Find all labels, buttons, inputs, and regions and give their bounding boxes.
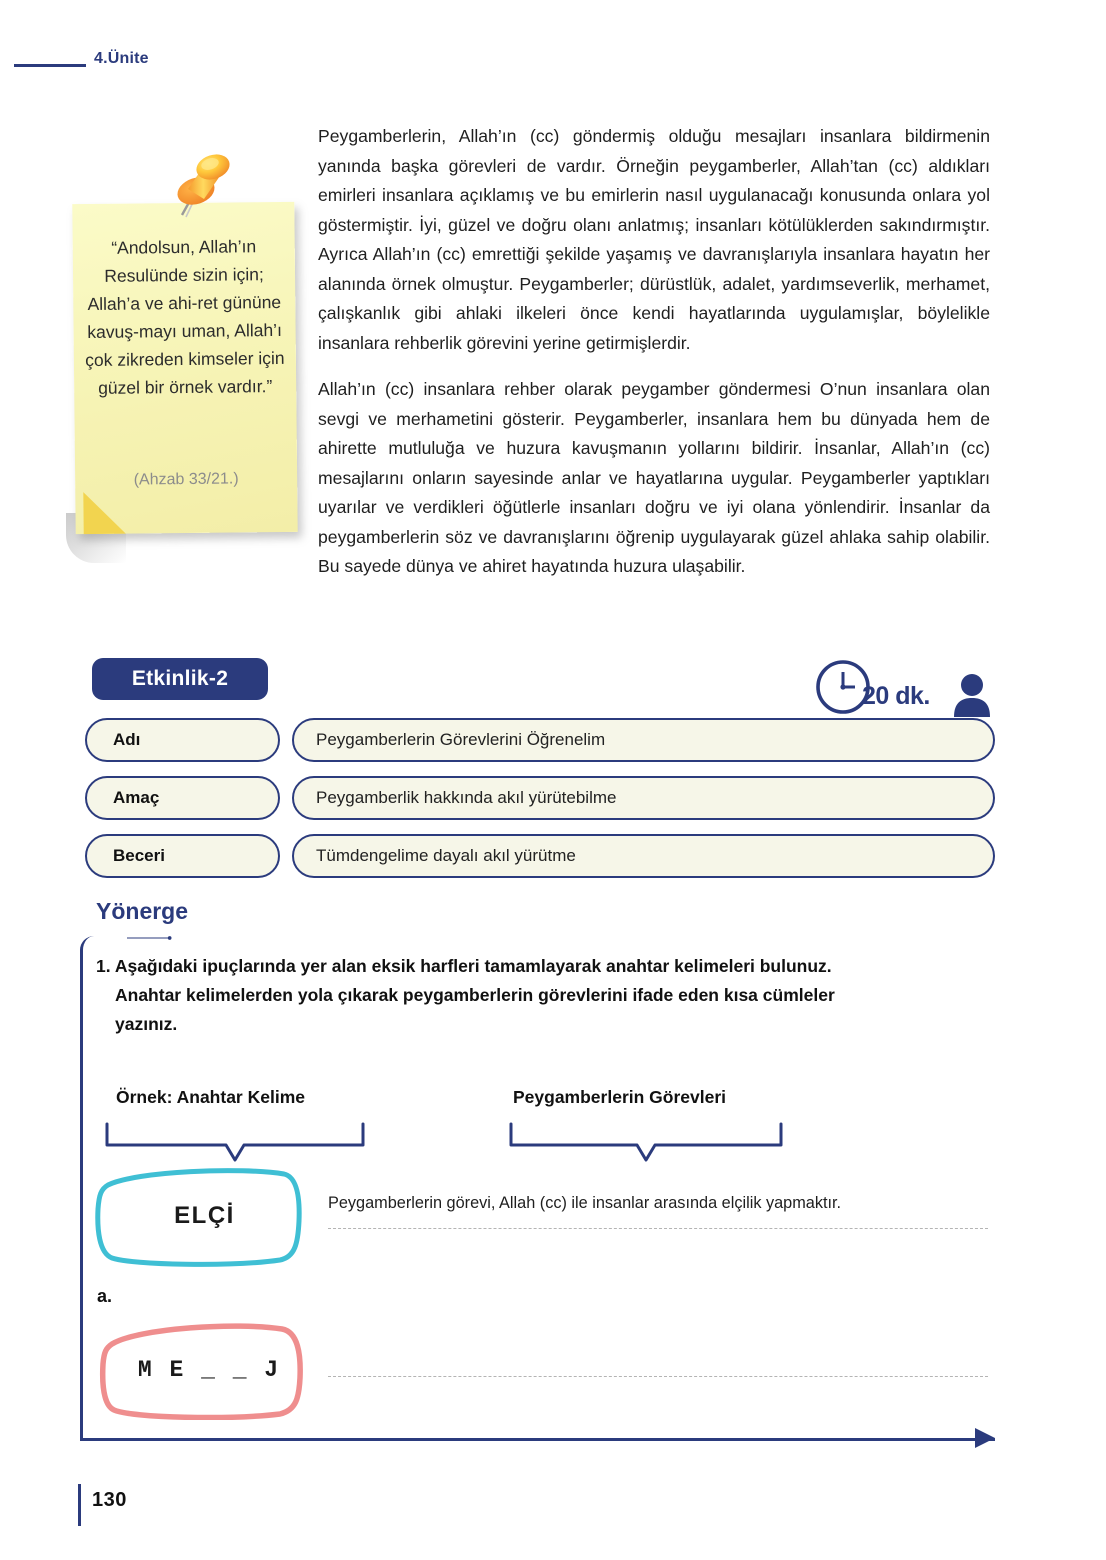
instruction-line-3: yazınız. [115,1014,178,1034]
yonerge-arrow-icon [975,1428,995,1448]
activity-info-table [85,718,995,892]
page-number-bar [78,1484,81,1526]
brace-keyword-icon [104,1121,366,1163]
keyword-text-example: ELÇİ [174,1201,235,1229]
table-row [85,776,995,820]
keyword-box-item-a[interactable] [98,1320,320,1420]
yonerge-title: Yönerge [96,898,189,924]
sticky-note-reference: (Ahzab 33/21.) [133,470,239,489]
info-label-beceri: Beceri [85,834,280,878]
keyword-box-example [92,1163,317,1268]
paragraph-1: Peygamberlerin, Allah’ın (cc) göndermiş olduğu mesajları insanlara bildirmenin yanında başka görevleri de vardır. Örneğin peygamberler, Allah’tan (cc) aldıkları emirleri insanlara açıklamış ve bu emirlerin nasıl uygulanacağı konusunda onlara yol göstermiştir. İyi, güzel ve doğru olanı anlatmış; insanları kötülüklerden sakındırmıştır. Ayrıca Allah’ın (cc) emrettiği şekilde yaşamış ve davranışlarıyla insanlara hayatın her alanında örnek olmuştur. Peygamberler; dürüstlük, adalet, yardımseverlik, merhamet, çalışkanlık gibi ahlaki ilkeleri önce kendi hayatlarında uygulamışlar, böylelikle insanlara rehberlik görevini yerine getirmişlerdir. [318,126,990,353]
sticky-note-quote: “Andolsun, Allah’ın Resulünde sizin için; Allah’a ve ahi-ret gününe kavuş-mayı uman, Allah’ı çok zikreden kimseler için güzel bir örnek vardır.” [85,236,285,398]
person-icon [952,673,992,717]
item-letter-a: a. [97,1286,113,1306]
info-value-beceri: Tümdengelime dayalı akıl yürütme [292,834,995,878]
info-value-amac: Peygamberlik hakkında akıl yürütebilme [292,776,995,820]
brace-duties-icon [508,1121,784,1163]
duration-group [812,656,994,718]
paragraph-2: Allah’ın (cc) insanlara rehber olarak peygamber göndermesi O’nun insanlara olan sevgi ve merhametini gösterir. Peygamberler, insanlara hem bu dünyada hem de ahirette mutluluğa ve huzura kavuşmanın yollarını bildirir. İnsanlar, Allah’ın (cc) mesajlarını onların sayesinde anlar ve hayatlarına uygular. Peygamberler yaptıkları uyarılar ve verdikleri öğütlerle insanları doğru ve iyi olana yönlendirir. İnsanlar da peygamberlerin söz ve davranışlarını öğrenip uygulayarak güzel ahlaka sahip olabilir. Bu sayede dünya ve ahiret hayatında huzura ulaşabilir. [318,379,990,576]
instruction-line-1: Aşağıdaki ipuçlarında yer alan eksik harfleri tamamlayarak anahtar kelimeleri bulunuz. [114,956,832,976]
pushpin-icon [166,145,236,223]
header-rule [14,64,86,67]
page-number: 130 [92,1489,127,1511]
table-row [85,718,995,762]
duration-label: 20 dk. [862,682,930,710]
column-header-keyword: Örnek: Anahtar Kelime [116,1087,305,1107]
answer-text-example: Peygamberlerin görevi, Allah (cc) ile insanlar arasında elçilik yapmaktır. [328,1194,842,1212]
sticky-note-fold [83,492,125,534]
column-header-duties: Peygamberlerin Görevleri [513,1087,727,1107]
sticky-note-group [66,145,306,555]
answer-dotted-line-example [328,1228,988,1229]
table-row [85,834,995,878]
unit-label: 4.Ünite [94,50,149,67]
info-label-adi: Adı [85,718,280,762]
page-header [0,40,1106,80]
keyword-text-item-a: M E _ _ J [137,1357,281,1383]
main-text-column [318,122,990,599]
instruction-number: 1. [96,956,111,976]
info-value-adi: Peygamberlerin Görevlerini Öğrenelim [292,718,995,762]
answer-dotted-line-item-a [328,1376,988,1377]
info-label-amac: Amaç [85,776,280,820]
activity-badge: Etkinlik-2 [92,658,268,700]
instruction-text [96,952,986,1039]
sticky-note [72,202,297,534]
instruction-line-2: Anahtar kelimelerden yola çıkarak peygamberlerin görevlerini ifade eden kısa cümleler [115,985,835,1005]
